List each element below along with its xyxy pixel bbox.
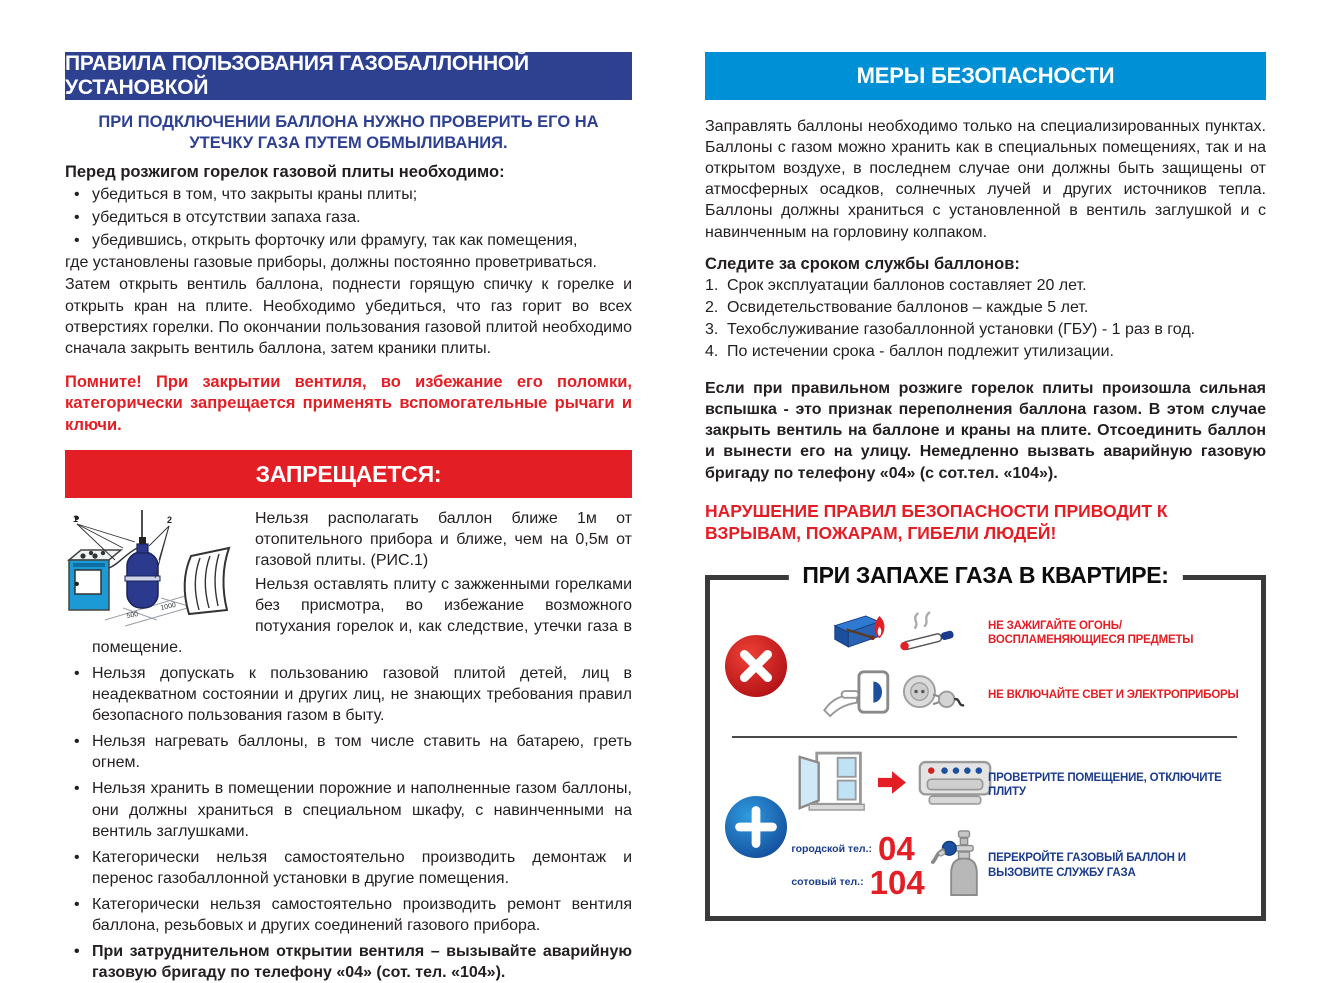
item-text: Срок эксплуатации баллонов составляет 20 лет.	[727, 276, 1087, 294]
flash-warning-paragraph: Если при правильном розжиге горелок плиты произошла сильная вспышка - это признак переполнения баллона газом. В этом случае закрыть вентиль на баллоне и краны на плите. Отсоединить баллон и вынести его на улицу. Немедленно вызвать аварийную газовую бригаду по телефону «04» (с сот.тел. «104»).	[705, 380, 1266, 482]
valve-warning-text: Помните! При закрытии вентиля, во избежание его поломки, категорически запрещается применять вспомогательные рычаги и ключи.	[65, 372, 632, 434]
left-header-band	[65, 52, 632, 100]
right-header-band	[705, 52, 1266, 100]
service-item	[705, 275, 1266, 296]
dont-row	[724, 608, 1245, 723]
box-divider	[732, 736, 1237, 738]
list-item: • убедиться в отсутствии запаха газа.	[65, 207, 632, 228]
dont-electric-label: НЕ ВКЛЮЧАЙТЕ СВЕТ И ЭЛЕКТРОПРИБОРЫ	[988, 689, 1239, 702]
dont-line-electric	[800, 668, 1245, 723]
socket-and-plug-icon	[902, 672, 966, 720]
cell-phone-label: сотовый тел.:	[791, 876, 864, 889]
open-window-icon	[794, 751, 868, 819]
list-item: • Нельзя хранить в помещении порожние и наполненные газом баллоны, они должны храниться в специальном шкафу, с навинченными на вентиль заглушками.	[65, 778, 632, 841]
list-item: • Категорически нельзя самостоятельно производить ремонт вентиля баллона, резьбовых и других соединений газового прибора.	[65, 894, 632, 936]
before-ignition-lead: Перед розжигом горелок газовой плиты необходимо:	[65, 163, 505, 182]
gas-smell-box-title: ПРИ ЗАПАХЕ ГАЗА В КВАРТИРЕ:	[788, 562, 1182, 589]
red-arrow-right-icon	[878, 770, 906, 800]
left-column	[65, 52, 632, 983]
gas-stove-icon	[916, 758, 994, 813]
ignition-paragraph: Затем открыть вентиль баллона, поднести горящую спичку к горелке и открыть кран на плите. Необходимо убедиться, что газ горит во всех отверстиях горелки. По окончании пользования газовой плитой необходимо сначала закрыть вентиль баллона, затем краники плиты.	[65, 276, 632, 357]
emergency-call-item: • При затруднительном открытии вентиля – вызывайте аварийную газовую бригаду по телефону «04» (сот. тел. «104»).	[65, 941, 632, 983]
do-shutoff-label: ПЕРЕКРОЙТЕ ГАЗОВЫЙ БАЛЛОН И ВЫЗОВИТЕ СЛУЖБУ ГАЗА	[988, 852, 1186, 879]
figure-label-1: 1	[73, 514, 79, 525]
gas-cylinder-with-hose-icon	[931, 829, 997, 902]
list-item: • Нельзя допускать к пользованию газовой плитой детей, лиц в неадекватном состоянии и других лиц, не знающих требования правил безопасного пользования газом в быту.	[65, 663, 632, 726]
right-column	[705, 52, 1266, 921]
city-phone-number: 04	[878, 830, 915, 868]
phone-numbers-block	[791, 830, 925, 901]
blue-circle-plus-icon	[724, 795, 788, 859]
list-item: • Нельзя оставлять плиту с зажженными горелками без присмотра, во избежание возможного потухания горелок и, как следствие, утечки газа в помещение.	[65, 574, 632, 658]
smoking-cigarette-icon	[899, 609, 959, 657]
figure-dim-1000: 1000	[159, 602, 177, 613]
right-title: МЕРЫ БЕЗОПАСНОСТИ	[856, 63, 1115, 88]
item-number: 2.	[705, 298, 719, 316]
service-item	[705, 341, 1266, 362]
list-item: • Нельзя располагать баллон ближе 1м от отопительного прибора и ближе, чем на 0,5м от газовой плиты. (РИС.1)	[65, 508, 632, 571]
prohibited-list	[65, 663, 632, 983]
violation-danger-text: НАРУШЕНИЕ ПРАВИЛ БЕЗОПАСНОСТИ ПРИВОДИТ К ВЗРЫВАМ, ПОЖАРАМ, ГИБЕЛИ ЛЮДЕЙ!	[705, 500, 1168, 544]
prohibited-band	[65, 450, 632, 498]
list-continuation: где установлены газовые приборы, должны постоянно проветриваться.	[65, 254, 597, 272]
dont-fire-label: НЕ ЗАЖИГАЙТЕ ОГОНЬ/ВОСПЛАМЕНЯЮЩИЕСЯ ПРЕДМЕТЫ	[988, 619, 1194, 647]
service-item	[705, 319, 1266, 340]
left-title: ПРАВИЛА ПОЛЬЗОВАНИЯ ГАЗОБАЛЛОННОЙ УСТАНОВКОЙ	[65, 52, 529, 99]
item-text: Освидетельствование баллонов – каждые 5 лет.	[727, 298, 1089, 316]
do-ventilate-label: ПРОВЕТРИТЕ ПОМЕЩЕНИЕ, ОТКЛЮЧИТЕ ПЛИТУ	[988, 771, 1222, 799]
list-item: • Нельзя нагревать баллоны, в том числе ставить на батарею, греть огнем.	[65, 731, 632, 773]
do-line-shutoff	[791, 829, 1245, 902]
item-number: 1.	[705, 276, 719, 294]
prohibited-title: ЗАПРЕЩАЕТСЯ:	[255, 460, 442, 487]
cell-phone-number: 104	[869, 863, 925, 901]
item-text: По истечении срока - баллон подлежит утилизации.	[727, 342, 1114, 360]
figure-label-2: 2	[167, 515, 173, 526]
list-item: • Категорически нельзя самостоятельно производить демонтаж и перенос газобаллонной установки в другие помещения.	[65, 847, 632, 889]
city-phone-label: городской тел.:	[791, 842, 873, 855]
figure-row	[65, 508, 632, 658]
hand-pressing-light-switch-icon	[822, 668, 892, 723]
matchbox-with-flame-icon	[829, 608, 889, 658]
red-circle-x-icon	[724, 634, 788, 698]
item-number: 3.	[705, 320, 719, 338]
figure-dim-500: 500	[126, 611, 139, 621]
service-life-title: Следите за сроком службы баллонов:	[705, 254, 1020, 273]
item-text: Техобслуживание газобаллонной установки (ГБУ) - 1 раз в год.	[727, 320, 1196, 338]
do-line-ventilate	[800, 751, 1245, 819]
item-number: 4.	[705, 342, 719, 360]
list-item: • убедиться в том, что закрыты краны плиты;	[65, 184, 632, 205]
gas-smell-box	[705, 562, 1266, 921]
list-item: • убедившись, открыть форточку или фрамугу, так как помещения,	[65, 230, 632, 251]
dont-line-fire	[800, 608, 1245, 658]
service-item	[705, 297, 1266, 318]
do-row	[724, 751, 1245, 902]
storage-paragraph: Заправлять баллоны необходимо только на специализированных пунктах. Баллоны с газом можно хранить как в специальных помещениях, так и на открытом воздухе, в последнем случае они должны быть защищены от атмосферных осадков, солнечных лучей и других источников тепла. Баллоны должны храниться с установленной в вентиль заглушкой и с навинченным на горловину колпаком.	[705, 118, 1266, 241]
soap-check-subheading: ПРИ ПОДКЛЮЧЕНИИ БАЛЛОНА НУЖНО ПРОВЕРИТЬ ЕГО НА УТЕЧКУ ГАЗА ПУТЕМ ОБМЫЛИВАНИЯ.	[98, 113, 599, 153]
